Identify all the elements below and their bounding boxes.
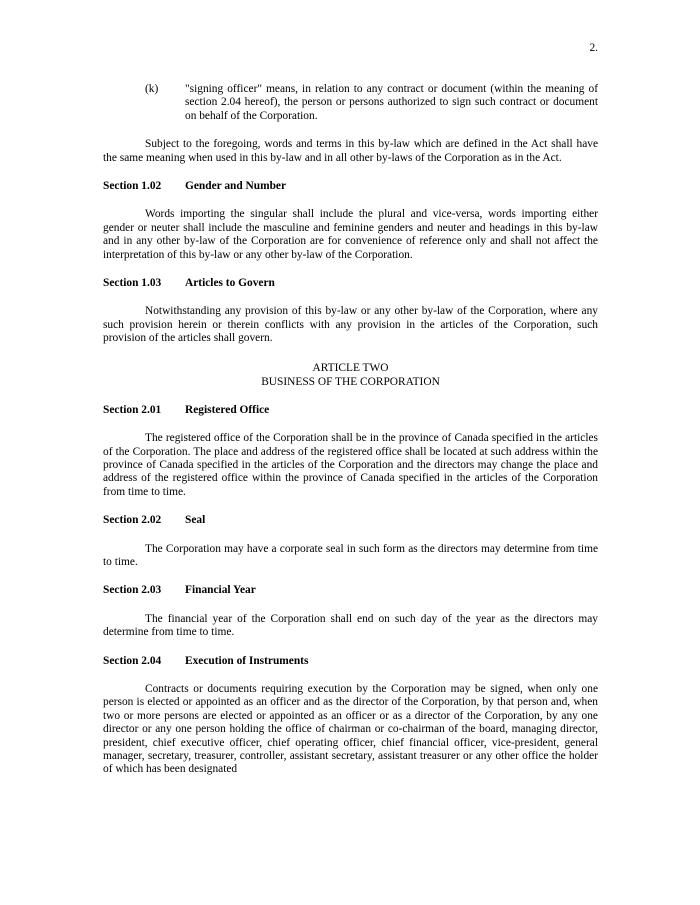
section-heading-2-01 [103,404,598,417]
section-number: Section 2.04 [103,654,162,667]
section-title: Seal [185,514,206,527]
article-title: BUSINESS OF THE CORPORATION [261,375,440,388]
section-title: Financial Year [185,584,256,597]
section-title: Registered Office [185,403,270,416]
section-paragraph-2-01: The registered office of the Corporation shall be in the province of Canada specified in the articles of the Corporation. The place and address of the registered office shall be located at such address within the province of Canada specified in the articles of the Corporation and the directors may change the place and address of the registered office within the province of Canada specified in the articles of the Corporation from time to time. [103,432,598,498]
section-heading-1-02 [103,180,598,193]
section-paragraph-2-02: The Corporation may have a corporate seal in such form as the directors may determine from time to time. [103,542,598,568]
page-number: 2. [589,42,598,54]
section-number: Section 2.03 [103,584,162,597]
section-title: Gender and Number [185,180,287,193]
section-title: Articles to Govern [185,277,275,290]
page-content [103,83,598,792]
intro-paragraph: Subject to the foregoing, words and terms in this by-law which are defined in the Act shall have the same meaning when used in this by-law and in all other by-laws of the Corporation as in the Act. [103,138,598,164]
section-number: Section 2.02 [103,514,162,527]
section-number: Section 1.02 [103,180,162,193]
section-heading-2-03 [103,584,598,597]
article-heading [103,361,598,389]
section-heading-2-02 [103,514,598,527]
article-number: ARTICLE TWO [312,361,389,374]
section-paragraph-1-02: Words importing the singular shall include the plural and vice-versa, words importing either gender or neuter shall include the masculine and feminine genders and neuter and headings in this by-law and in any other by-law of the Corporation are for convenience of reference only and shall not affect the interpretation of this by-law or any other by-law of the Corporation. [103,208,598,261]
section-heading-2-04 [103,655,598,668]
definition-letter: (k) [145,83,159,95]
section-paragraph-2-04: Contracts or documents requiring execution by the Corporation may be signed, when only one person is elected or appointed as an officer and as the director of the Corporation, by that person and, when two or more persons are elected or appointed as an officer or as a director of the Corporation, by any one director or any one person holding the office of chairman or co-chairman of the board, managing director, president, chief executive officer, chief operating officer, chief financial officer, vice-president, general manager, secretary, treasurer, controller, assistant secretary, assistant treasurer or any other office the holder of which has been designated [103,682,598,776]
section-title: Execution of Instruments [185,654,309,667]
section-number: Section 1.03 [103,277,162,290]
section-paragraph-1-03: Notwithstanding any provision of this by-law or any other by-law of the Corporation, where any such provision herein or therein conflicts with any provision in the articles of the Corporation, such provision of the articles shall govern. [103,305,598,345]
definition-text: "signing officer" means, in relation to any contract or document (within the meaning of section 2.04 hereof), the person or persons authorized to sign such contract or document on behalf of the Corporation. [185,83,598,122]
section-heading-1-03 [103,277,598,290]
definition-item [103,83,598,123]
section-paragraph-2-03: The financial year of the Corporation shall end on such day of the year as the directors may determine from time to time. [103,612,598,639]
section-number: Section 2.01 [103,403,162,416]
